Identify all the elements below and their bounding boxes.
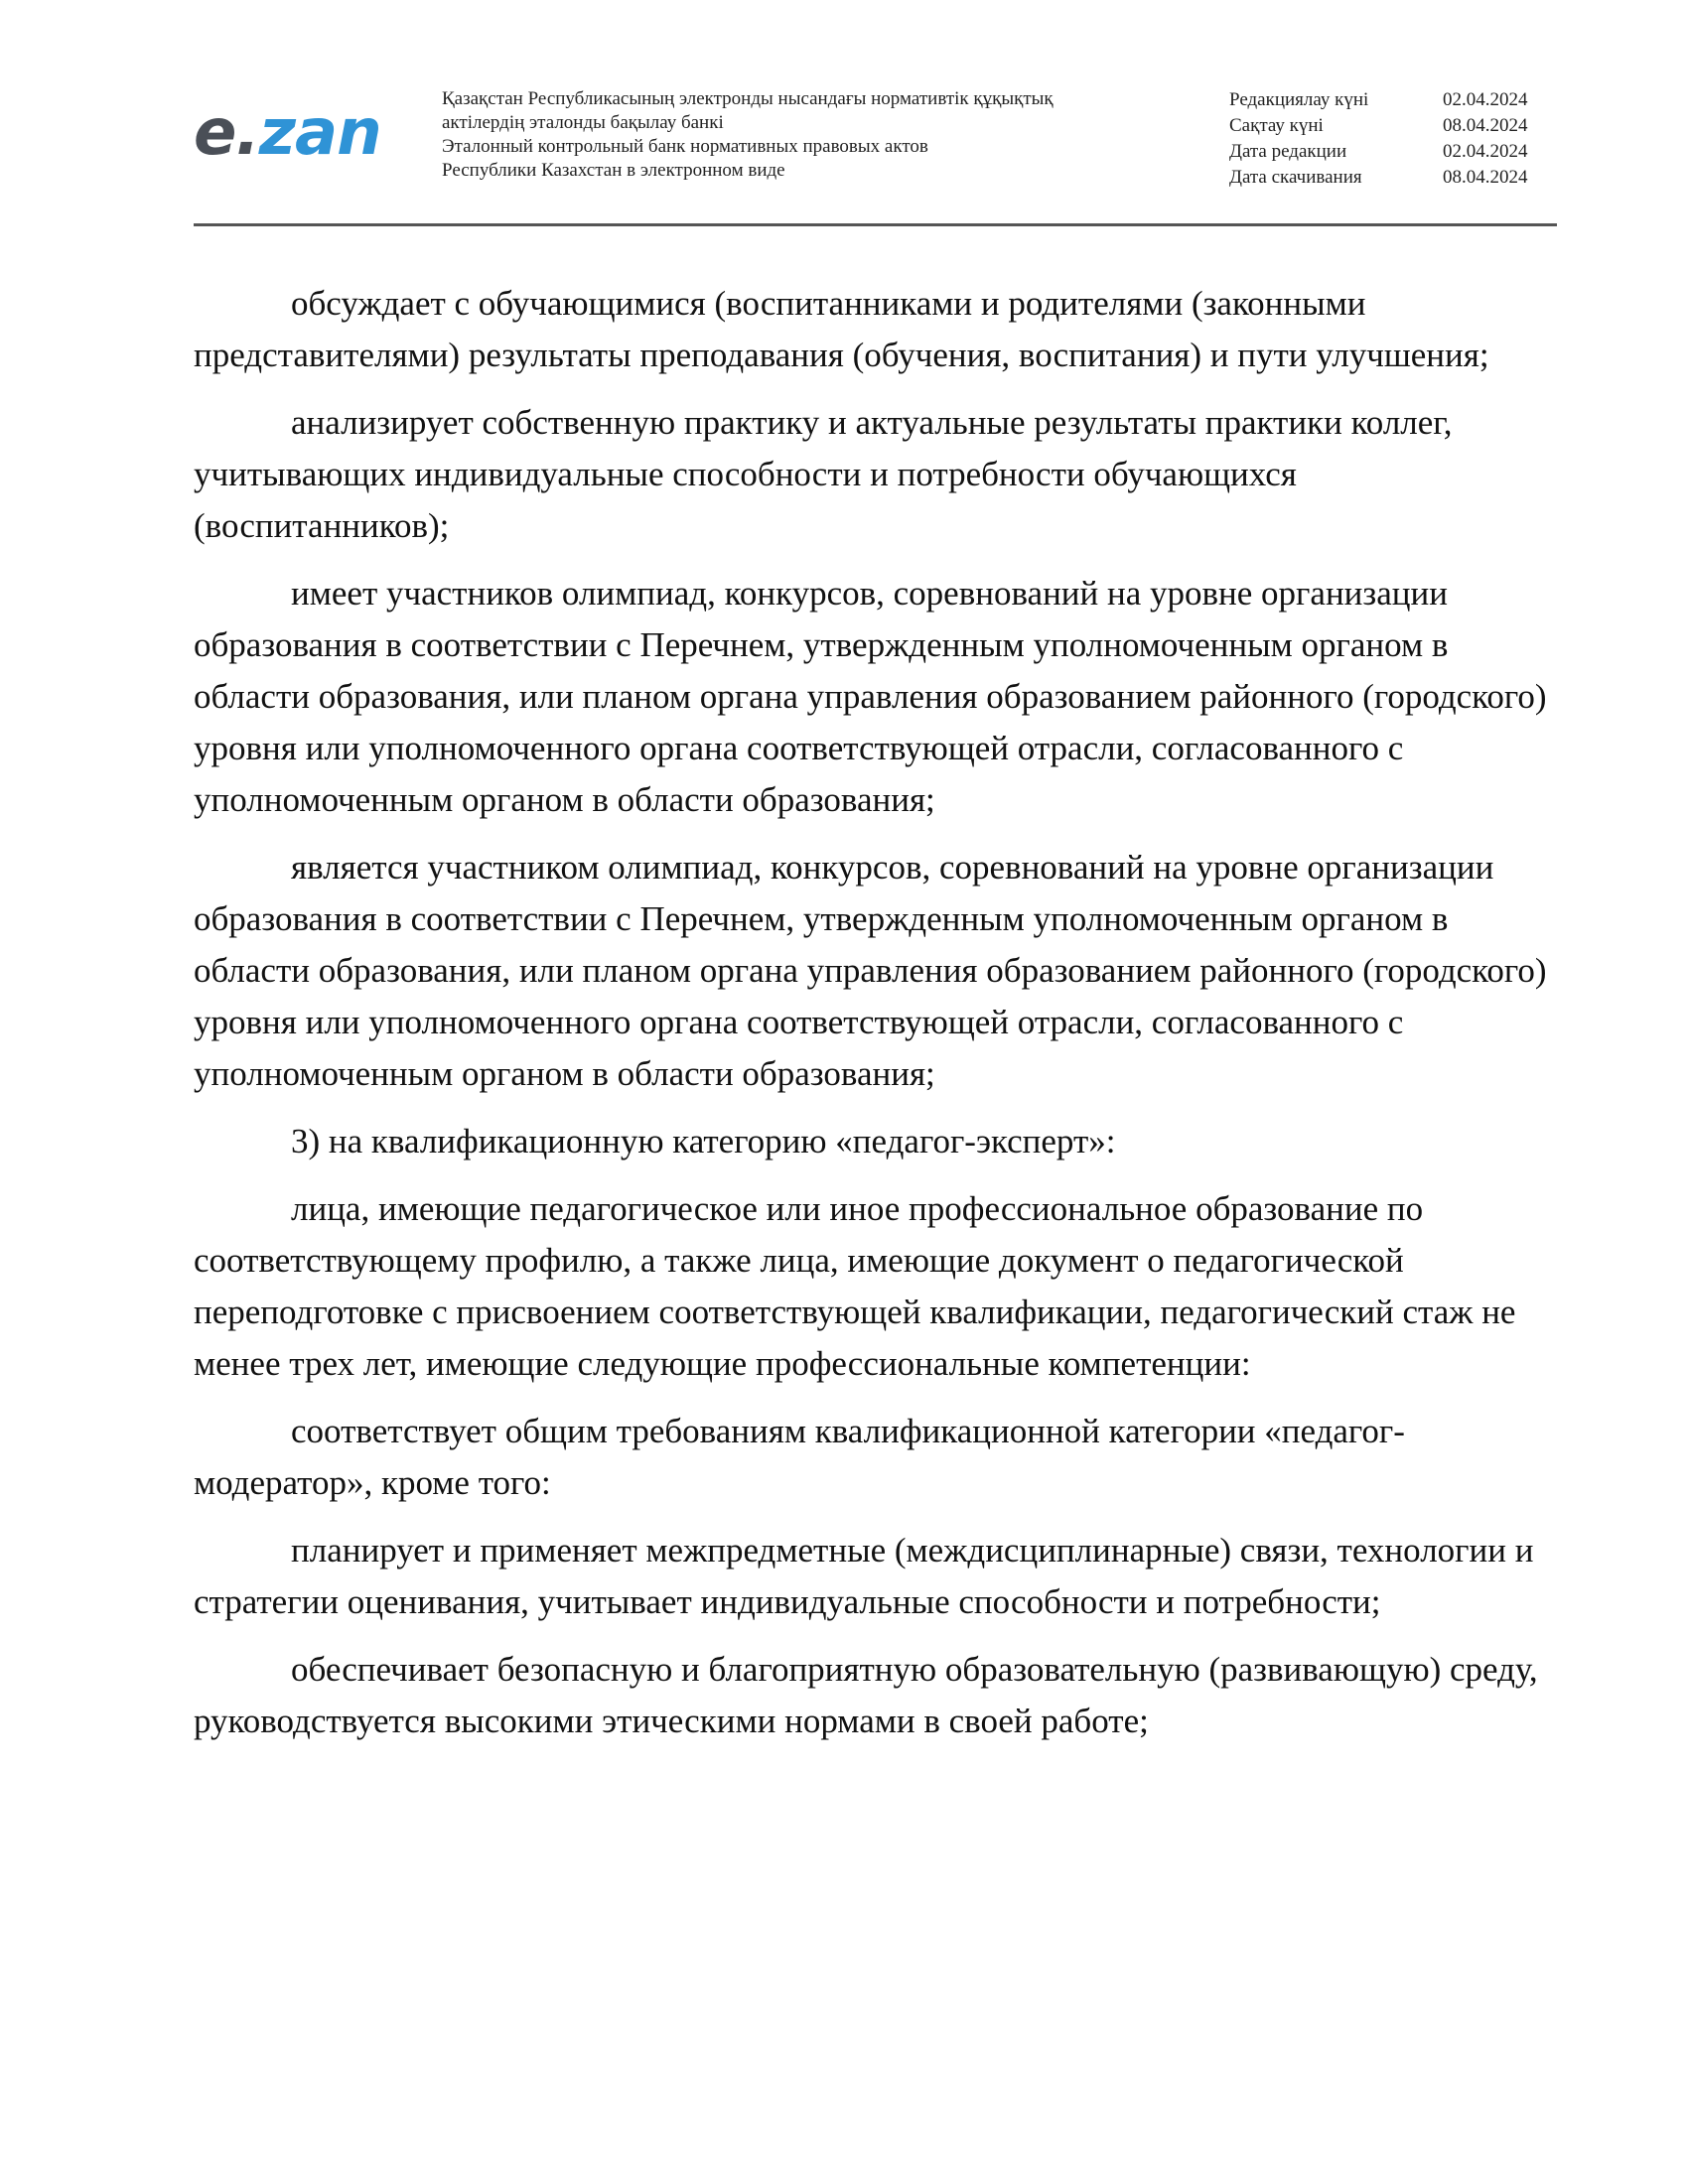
header-line: Эталонный контрольный банк нормативных правовых актов: [442, 136, 928, 157]
header-line: Қазақстан Республикасының электронды нысандағы нормативтік құқықтық: [442, 88, 1054, 109]
body-paragraph: лица, имеющие педагогическое или иное профессиональное образование по соответствующему профилю, а также лица, имеющие документ о педагогической переподготовке с присвоением соответствующей квалификации, педагогический стаж не менее трех лет, имеющие следующие профессиональные компетенции:: [194, 1189, 1516, 1383]
page-header: [194, 87, 1554, 218]
meta-value: 08.04.2024: [1443, 115, 1528, 136]
header-divider: [194, 223, 1557, 226]
header-dates: [1229, 87, 1557, 191]
meta-label: Дата редакции: [1229, 141, 1347, 162]
header-line: Республики Казахстан в электронном виде: [442, 160, 785, 181]
header-line: актілердің эталонды бақылау банкі: [442, 112, 724, 133]
body-paragraph: планирует и применяет межпредметные (междисциплинарные) связи, технологии и стратегии оценивания, учитывает индивидуальные способности и потребности;: [194, 1531, 1534, 1621]
body-paragraph: имеет участников олимпиад, конкурсов, соревнований на уровне организации образования в соответствии с Перечнем, утвержденным уполномоченным органом в области образования, или планом органа управления образованием районного (городского) уровня или уполномоченного органа соответствующей отрасли, согласованного с уполномоченным органом в области образования;: [194, 574, 1547, 819]
logo-zan: zan: [258, 96, 381, 170]
meta-row: [1229, 113, 1557, 139]
meta-label: Редакциялау күні: [1229, 89, 1369, 110]
body-paragraph: соответствует общим требованиям квалификационной категории «педагог-модератор», кроме того:: [194, 1412, 1405, 1502]
logo-e: e: [194, 96, 236, 170]
meta-row: [1229, 87, 1557, 113]
meta-label: Сақтау күні: [1229, 115, 1324, 136]
meta-label: Дата скачивания: [1229, 167, 1362, 188]
body-paragraph: является участником олимпиад, конкурсов, соревнований на уровне организации образования в соответствии с Перечнем, утвержденным уполномоченным органом в области образования, или планом органа управления образованием районного (городского) уровня или уполномоченного органа соответствующей отрасли, согласованного с уполномоченным органом в области образования;: [194, 848, 1547, 1093]
logo-dot: .: [235, 96, 259, 170]
body-paragraph: обсуждает с обучающимися (воспитанниками и родителями (законными представителями) результаты преподавания (обучения, воспитания) и пути улучшения;: [194, 284, 1489, 374]
body-paragraph: анализирует собственную практику и актуальные результаты практики коллег, учитывающих индивидуальные способности и потребности обучающихся (воспитанников);: [194, 403, 1453, 545]
header-description: [442, 87, 1077, 183]
document-body: [194, 278, 1554, 1763]
ezan-logo: [194, 96, 381, 170]
meta-value: 02.04.2024: [1443, 141, 1528, 162]
meta-value: 08.04.2024: [1443, 167, 1528, 188]
meta-row: [1229, 139, 1557, 165]
meta-value: 02.04.2024: [1443, 89, 1528, 110]
body-paragraph: обеспечивает безопасную и благоприятную образовательную (развивающую) среду, руководствуется высокими этическими нормами в своей работе;: [194, 1650, 1538, 1740]
body-paragraph: 3) на квалификационную категорию «педагог-эксперт»:: [291, 1122, 1116, 1160]
meta-row: [1229, 165, 1557, 191]
